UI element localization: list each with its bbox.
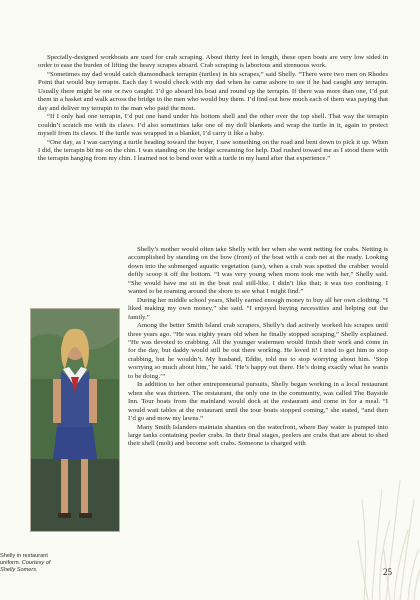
caption-credit-1: Courtesy of: [21, 560, 51, 566]
paragraph: “Sometimes my dad would catch diamondback terrapin (turtles) in his scrapes,” said Shelly. “There were two men on Rhodes Point that would buy terrapin. Each day I would check with my dad when he came ashore to see if he had caught any terrapin. Usually there might be one or two caught. I’d go aboard his boat and round up the terrapin. If there was more than one, I’d put them in a basket and walk across the bridge to the men who would buy them. I’d find out how much each of them was paying that day and deliver my terrapin to the man who paid the most.: [38, 70, 388, 112]
photo-figure: [30, 308, 118, 583]
body-text: [38, 54, 388, 164]
paragraph: During her middle school years, Shelly earned enough money to buy all her own clothing. “I liked making my own money,” she said. “I enjoyed buying necessities and helping out the family.”: [128, 296, 388, 321]
marsh-grass-decoration: [356, 460, 420, 600]
paragraph: Shelly’s mother would often take Shelly with her when she went netting for crabs. Netting is accomplished by standing on the bow (front) of the boat with a crab net at the ready. Looking down into the submerged aquatic vegetation (sav), when a crab was spotted the crabber would deftly scoop it off the bottom. “I was very young when mom took me with her,” Shelly said. “She would have me sit in the boat real still-like. I didn’t like that; it was too confining. I wanted to be roaming around the shore to see what I might find.”: [128, 246, 388, 296]
paragraph: In addition to her other entrepreneurial pursuits, Shelly began working in a local restaurant when she was thirteen. The restaurant, the only one in the community, was called The Bayside Inn. Tour boats from the mainland would dock at the restaurant and come in for a meal. “I would wait tables at the restaurant until the tour boats stopped coming,” she stated, “and then I’d go and mow my lawns.”: [128, 381, 388, 423]
paragraph: Among the better Smith Island crab scrapers, Shelly’s dad actively worked his scrapes until three years ago. “He was eighty years old when he finally stopped scraping,” Shelly explained. “He was devoted to crabbing. All the younger watermen would finish their work and come in for the day, but daddy would still be out there working. He loved it! I tried to get him to stop crabbing, but he wouldn’t. My husband, Eddie, told me to stop worrying about him. ‘Stop worrying so much about him,’ he said. ‘He’s happy out there. He’s doing exactly what he wants to be doing.’”: [128, 322, 388, 380]
caption-line-1: Shelly in restaurant: [0, 553, 48, 559]
caption-credit-2: Shelly Somers.: [0, 567, 38, 573]
paragraph: Specially-designed workboats are used for crab scraping. About thirty feet in length, these open boats are very low sided in order to ease the burden of lifting the heavy scrapes aboard. Crab scraping is laborious and strenuous work.: [38, 54, 388, 70]
paragraph: Many Smith Islanders maintain shanties on the waterfront, where Bay water is pumped into large tanks containing peeler crabs. In their final stages, peelers are crabs that are about to shed their shell (molt) and become soft crabs. Someone is charged with: [128, 423, 388, 448]
page-number: 25: [383, 567, 392, 577]
photo-caption: [0, 553, 82, 574]
paragraph: “One day, as I was carrying a turtle heading toward the buyer, I saw something on the road and bent down to pick it up. When I did, the terrapin bit me on the chin. I was standing on the bridge screaming for help. Dad rushed toward me as I stood there with the terrapin hanging from my chin. I learned not to bend over with a turtle in my hand after that experience.”: [38, 138, 388, 163]
caption-line-2: uniform.: [0, 560, 21, 566]
paragraph: “If I only had one terrapin, I’d put one hand under his bottom shell and the other over the top shell. That way the terrapin couldn’t scratch me with its claws. I’d also sometimes take one of my doll blankets and wrap the turtle in it, again to protect myself from its claws. If the turtle was wrapped in a blanket, I’d carry it like a baby.: [38, 113, 388, 138]
body-text-wrapped: [128, 246, 388, 449]
photo-shelly-uniform: [30, 308, 120, 532]
